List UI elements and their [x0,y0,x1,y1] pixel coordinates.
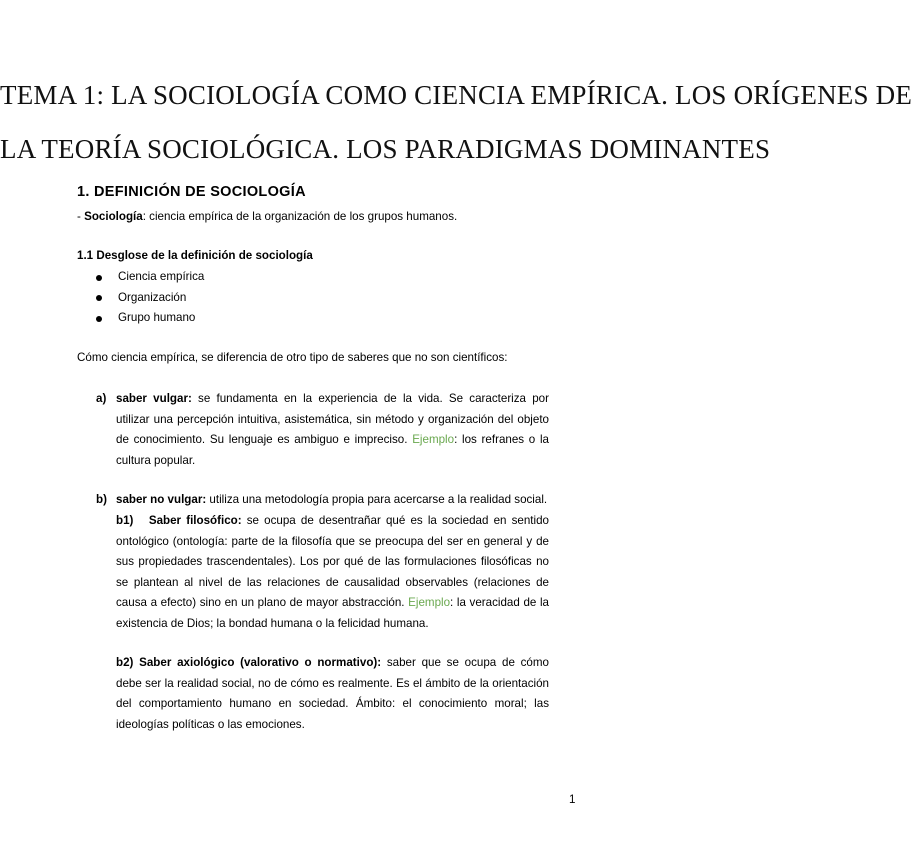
list-item-text: Organización [118,290,187,304]
subsection-heading: 1.1 Desglose de la definición de sociología [77,249,313,262]
item-b1-term: b1) Saber filosófico: [116,514,242,527]
item-b1-text: se ocupa de desentrañar qué es la sociedad en sentido ontológico (ontología: parte de la filosofía que se preocupa del ser en general y de sus propiedades trascendentales). Los por qué de las formulaciones filosóficas no se plantean al nivel de las relaciones de causalidad observables (relaciones de causa a efecto) sino en un plano de mayor abstracción. [116,514,550,609]
intro-paragraph: Cómo ciencia empírica, se diferencia de otro tipo de saberes que no son científicos: [77,351,508,364]
list-item [96,267,204,288]
section-heading: 1. DEFINICIÓN DE SOCIOLOGÍA [77,184,306,200]
bullet-icon [96,275,102,281]
item-a-example-text: : los refranes o la cultura popular. [116,433,549,467]
list-item [96,288,204,309]
bullet-icon [96,316,102,322]
list-item [96,308,204,329]
list-item-text: Grupo humano [118,311,196,324]
item-b2-paragraph [116,653,549,735]
page-number: 1 [569,793,576,806]
item-b-marker: b) [96,493,107,506]
breakdown-list [96,267,204,329]
item-b-paragraph [116,490,566,511]
item-b-term: saber no vulgar: [116,493,207,506]
definition-text: : ciencia empírica de la organización de los grupos humanos. [142,210,458,223]
title-line-2: LA TEORÍA SOCIOLÓGICA. LOS PARADIGMAS DOMINANTES [0,134,771,164]
definition-term: Sociología [84,210,143,223]
item-b1-example-text: : la veracidad de la existencia de Dios; la bondad humana o la felicidad humana. [116,596,549,630]
item-b2-text: saber que se ocupa de cómo debe ser la realidad social, no de cómo es realmente. Es el ámbito de la orientación del comportamiento humano en sociedad. Ámbito: el conocimiento moral; las ideologías políticas o las emociones. [116,656,549,731]
item-a-paragraph [116,389,549,471]
item-b2-term: b2) Saber axiológico (valorativo o normativo): [116,656,382,669]
example-label: Ejemplo [412,433,455,446]
definition-paragraph [77,207,457,228]
item-a-term: saber vulgar: [116,392,192,405]
item-b1-paragraph [116,511,549,634]
list-item-text: Ciencia empírica [118,270,205,283]
title-line-1: TEMA 1: LA SOCIOLOGÍA COMO CIENCIA EMPÍRICA. LOS ORÍGENES DE [0,80,912,110]
item-b-text: utiliza una metodología propia para acercarse a la realidad social. [206,493,548,506]
example-label: Ejemplo [408,596,451,609]
bullet-icon [96,295,102,301]
item-a-marker: a) [96,392,107,405]
item-a-text: se fundamenta en la experiencia de la vida. Se caracteriza por utilizar una percepción intuitiva, asistemática, sin método y organización del objeto de conocimiento. Su lenguaje es ambiguo e impreciso. [116,392,549,446]
definition-prefix: - [77,210,85,223]
